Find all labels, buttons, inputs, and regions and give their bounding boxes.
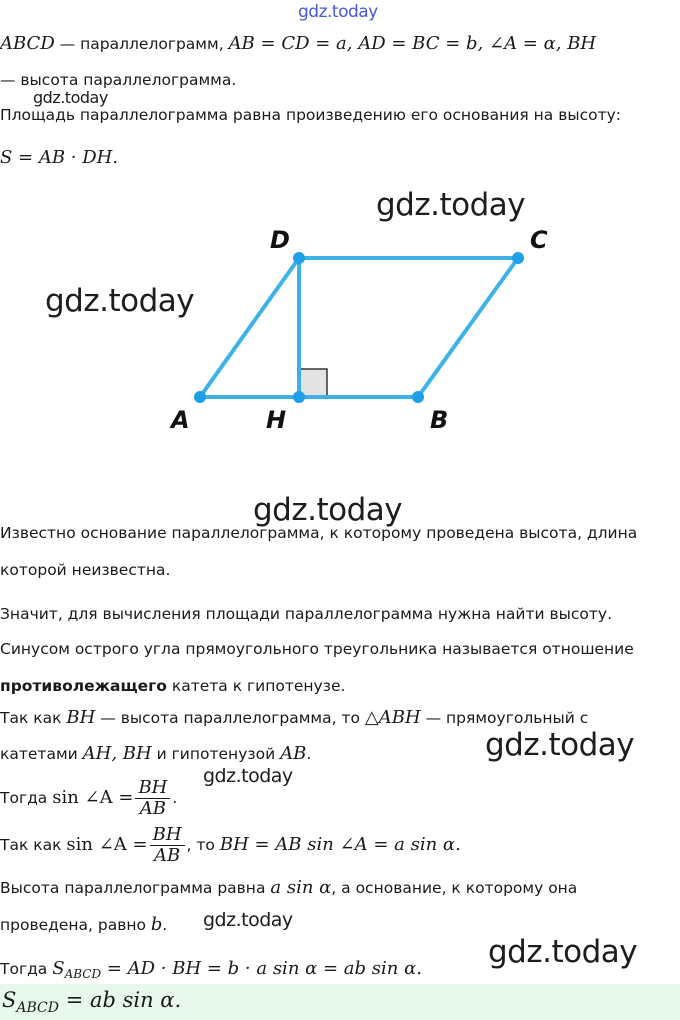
- point-b: [412, 391, 424, 403]
- paragraph-8: [0, 958, 422, 981]
- watermark: gdz.today: [45, 283, 195, 319]
- intro-line-3: Площадь параллелограмма равна произведению его основания на высоту:: [0, 106, 621, 124]
- text: Тогда: [0, 789, 53, 807]
- watermark: gdz.today: [488, 934, 638, 970]
- watermark: gdz.today: [203, 909, 293, 931]
- point-a: [194, 391, 206, 403]
- text: Тогда: [0, 960, 53, 978]
- intro-text: — параллелограмм,: [54, 35, 229, 53]
- paragraph-4-line-2: [0, 743, 311, 764]
- text: , а основание, к которому она: [331, 879, 578, 897]
- final-formula: [2, 988, 181, 1016]
- watermark: gdz.today: [253, 492, 403, 528]
- math-conditions: AB = CD = a, AD = BC = b, ∠A = α, BH: [228, 33, 597, 54]
- text: проведена, равно: [0, 916, 151, 934]
- watermark: gdz.today: [33, 88, 108, 107]
- fraction-numerator: BH: [138, 777, 168, 798]
- fraction-bh-ab: [135, 778, 170, 819]
- side-bc: [418, 258, 518, 397]
- paragraph-1-line-1: Известно основание параллелограмма, к которому проведена высота, длина: [0, 524, 638, 542]
- math: BH = AB sin ∠A = a sin α.: [219, 834, 461, 855]
- text: катета к гипотенузе.: [166, 677, 346, 695]
- math-triangle: △ABH: [364, 707, 421, 728]
- paragraph-6: [0, 825, 461, 866]
- bold-term: противолежащего: [0, 677, 167, 695]
- text: и гипотенузой: [151, 745, 281, 763]
- fraction-denominator: AB: [135, 798, 170, 819]
- watermark: gdz.today: [485, 727, 635, 763]
- math: AH, BH: [82, 743, 152, 764]
- text: — прямоугольный с: [420, 709, 589, 727]
- final-answer: [0, 984, 680, 1020]
- fraction-numerator: BH: [152, 824, 182, 845]
- math-subscript: ABCD: [64, 967, 102, 982]
- text: — высота параллелограмма, то: [95, 709, 365, 727]
- parallelogram-figure: [0, 215, 680, 440]
- paragraph-2: Значит, для вычисления площади параллелограмма нужна найти высоту.: [0, 605, 613, 623]
- text: катетами: [0, 745, 83, 763]
- math: sin ∠A =: [52, 787, 134, 808]
- math: AB: [280, 743, 307, 764]
- paragraph-7-line-1: [0, 877, 577, 898]
- text: .: [306, 745, 312, 763]
- watermark-top: gdz.today: [298, 2, 378, 22]
- math: S: [2, 988, 17, 1012]
- paragraph-3-line-2: [0, 677, 345, 695]
- label-h: H: [266, 406, 287, 434]
- intro-line-1: [0, 33, 596, 54]
- text: .: [162, 916, 168, 934]
- math: = ab sin α.: [59, 988, 182, 1012]
- text: , то: [186, 836, 220, 854]
- text: .: [172, 789, 178, 807]
- text: Так как: [0, 709, 67, 727]
- label-d: D: [270, 226, 290, 254]
- paragraph-1-line-2: которой неизвестна.: [0, 561, 171, 579]
- math-subscript: ABCD: [16, 1000, 59, 1017]
- label-a: A: [171, 406, 190, 434]
- math-abcd: ABCD: [0, 33, 55, 54]
- watermark: gdz.today: [376, 187, 526, 223]
- text: Высота параллелограмма равна: [0, 879, 271, 897]
- point-h: [293, 391, 305, 403]
- math: a sin α: [270, 877, 332, 898]
- formula-area: S = AB · DH.: [0, 147, 119, 168]
- intro-line-2: — высота параллелограмма.: [0, 71, 237, 89]
- text: Так как: [0, 836, 67, 854]
- paragraph-5: [0, 778, 177, 819]
- point-c: [512, 252, 524, 264]
- label-c: C: [530, 226, 548, 254]
- math: = AD · BH = b · a sin α = ab sin α.: [101, 958, 422, 979]
- label-b: B: [430, 406, 449, 434]
- math: sin ∠A =: [66, 834, 148, 855]
- side-da: [200, 258, 299, 397]
- paragraph-4-line-1: [0, 707, 588, 728]
- watermark: gdz.today: [203, 765, 293, 787]
- math: BH: [66, 707, 96, 728]
- point-d: [293, 252, 305, 264]
- math: b: [150, 914, 163, 935]
- paragraph-7-line-2: [0, 914, 167, 935]
- math: S: [52, 958, 65, 979]
- fraction-denominator: AB: [150, 845, 185, 866]
- fraction-bh-ab: [150, 825, 185, 866]
- paragraph-3-line-1: Синусом острого угла прямоугольного треугольника называется отношение: [0, 640, 634, 658]
